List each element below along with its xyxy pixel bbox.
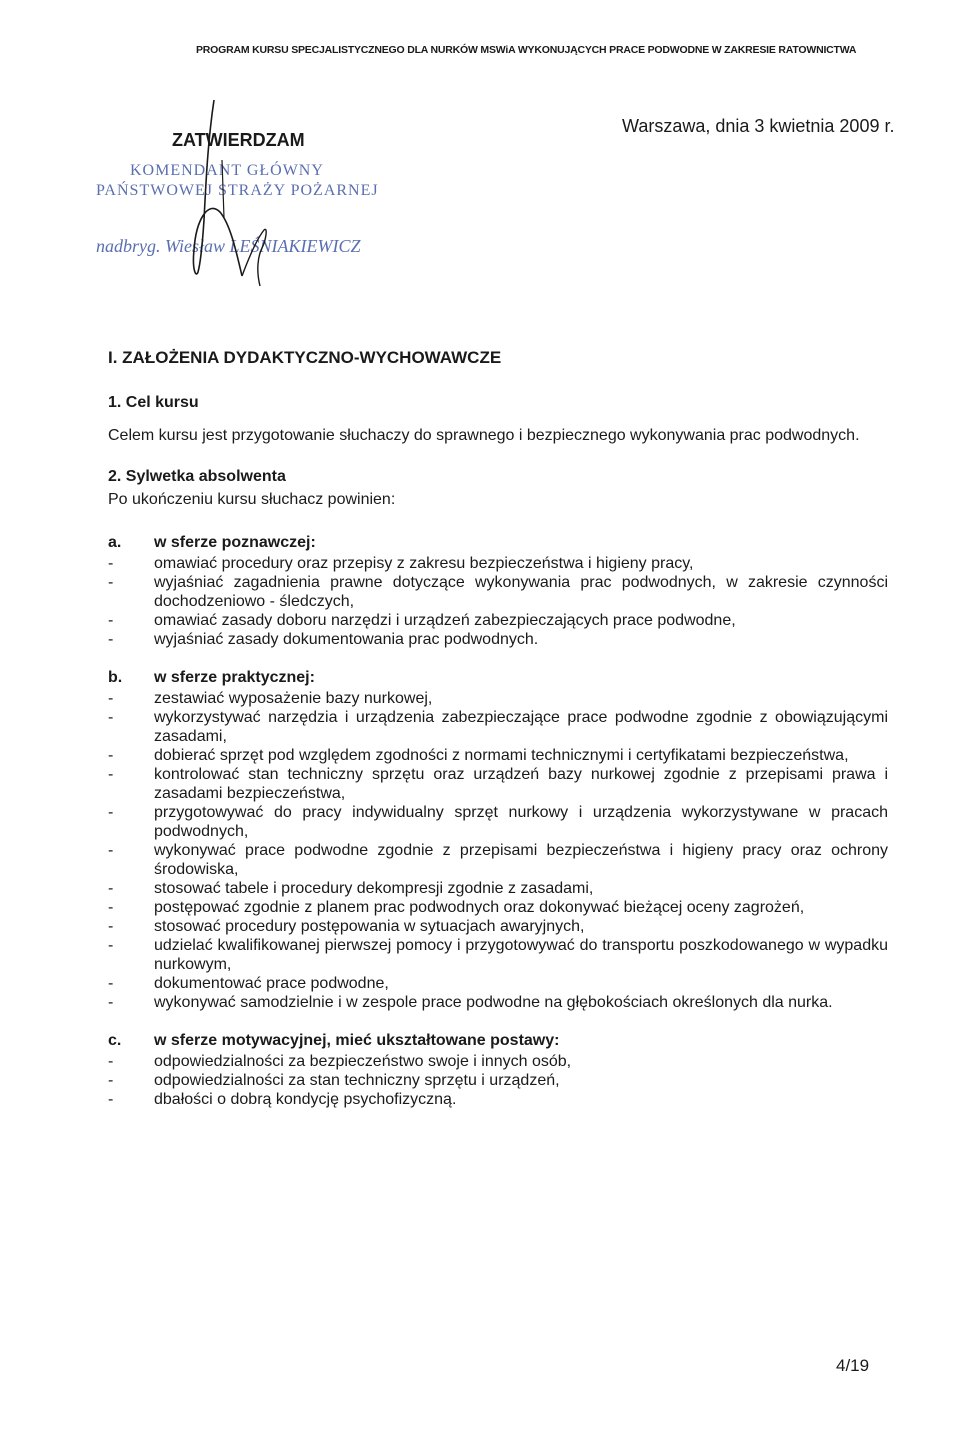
stamp-line-3: nadbryg. Wiesław LEŚNIAKIEWICZ xyxy=(96,236,361,256)
stamp-line-1: KOMENDANT GŁÓWNY xyxy=(130,162,324,179)
group-a-list xyxy=(108,554,888,649)
group-c xyxy=(108,1032,888,1109)
profile-title: 2. Sylwetka absolwenta xyxy=(108,468,286,485)
list-item: - dobierać sprzęt pod względem zgodności z normami technicznymi i certyfikatami bezpieczeństwa, xyxy=(108,746,888,765)
group-title: w sferze motywacyjnej, mieć ukształtowane postawy: xyxy=(154,1032,560,1049)
group-a xyxy=(108,534,888,649)
program-header: PROGRAM KURSU SPECJALISTYCZNEGO DLA NURKÓW MSWiA WYKONUJĄCYCH PRACE PODWODNE W ZAKRESIE RATOWNICTWA xyxy=(196,44,857,56)
list-item: - wyjaśniać zagadnienia prawne dotyczące wykonywania prac podwodnych, w zakresie czynności dochodzeniowo - śledczych, xyxy=(108,573,888,611)
list-item: - wykorzystywać narzędzia i urządzenia zabezpieczające prace podwodne zgodnie z obowiązującymi zasadami, xyxy=(108,708,888,746)
group-title: w sferze praktycznej: xyxy=(154,669,315,686)
date-line: Warszawa, dnia 3 kwietnia 2009 r. xyxy=(622,116,895,136)
approval-title: ZATWIERDZAM xyxy=(172,130,305,150)
group-letter: c. xyxy=(108,1032,122,1049)
group-b-list xyxy=(108,689,888,1012)
list-item: - postępować zgodnie z planem prac podwodnych oraz dokonywać bieżącej oceny zagrożeń, xyxy=(108,898,888,917)
stamp-line-2: PAŃSTWOWEJ STRAŻY POŻARNEJ xyxy=(96,182,379,199)
list-item: - wykonywać samodzielnie i w zespole prace podwodne na głębokościach określonych dla nurka. xyxy=(108,993,888,1012)
list-item: - kontrolować stan techniczny sprzętu oraz urządzeń bazy nurkowej zgodnie z przepisami prawa i zasadami bezpieczeństwa, xyxy=(108,765,888,803)
main-content xyxy=(108,348,888,1129)
group-letter: a. xyxy=(108,534,122,551)
goal-text: Celem kursu jest przygotowanie słuchaczy do sprawnego i bezpiecznego wykonywania prac podwodnych. xyxy=(108,427,860,444)
list-item: - omawiać procedury oraz przepisy z zakresu bezpieczeństwa i higieny pracy, xyxy=(108,554,888,573)
handwritten-signature xyxy=(96,100,316,300)
list-item: - udzielać kwalifikowanej pierwszej pomocy i przygotowywać do transportu poszkodowanego w wypadku nurkowym, xyxy=(108,936,888,974)
group-b xyxy=(108,669,888,1012)
group-letter: b. xyxy=(108,669,123,686)
list-item: - odpowiedzialności za bezpieczeństwo swoje i innych osób, xyxy=(108,1052,888,1071)
profile-intro: Po ukończeniu kursu słuchacz powinien: xyxy=(108,491,396,508)
list-item: - przygotowywać do pracy indywidualny sprzęt nurkowy i urządzenia wykorzystywane w pracach podwodnych, xyxy=(108,803,888,841)
section-title: I. ZAŁOŻENIA DYDAKTYCZNO-WYCHOWAWCZE xyxy=(108,348,502,367)
list-item: - stosować tabele i procedury dekompresji zgodnie z zasadami, xyxy=(108,879,888,898)
group-c-list xyxy=(108,1052,888,1109)
list-item: - dbałości o dobrą kondycję psychofizyczną. xyxy=(108,1090,888,1109)
list-item: - zestawiać wyposażenie bazy nurkowej, xyxy=(108,689,888,708)
list-item: - omawiać zasady doboru narzędzi i urządzeń zabezpieczających prace podwodne, xyxy=(108,611,888,630)
list-item: - stosować procedury postępowania w sytuacjach awaryjnych, xyxy=(108,917,888,936)
page-number: 4/19 xyxy=(836,1356,870,1375)
list-item: - dokumentować prace podwodne, xyxy=(108,974,888,993)
goal-title: 1. Cel kursu xyxy=(108,394,199,411)
list-item: - wyjaśniać zasady dokumentowania prac podwodnych. xyxy=(108,630,888,649)
group-title: w sferze poznawczej: xyxy=(154,534,316,551)
list-item: - wykonywać prace podwodne zgodnie z przepisami bezpieczeństwa i higieny pracy oraz ochrony środowiska, xyxy=(108,841,888,879)
list-item: - odpowiedzialności za stan techniczny sprzętu i urządzeń, xyxy=(108,1071,888,1090)
